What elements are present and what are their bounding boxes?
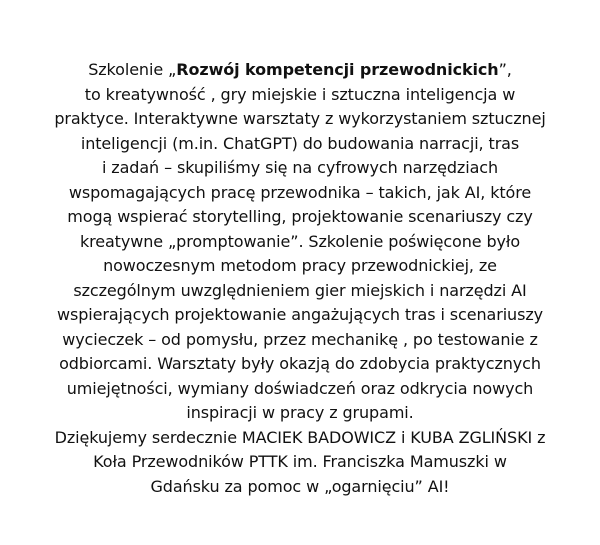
thanks-line: Koła Przewodników PTTK im. Franciszka Mamuszki w bbox=[93, 452, 507, 471]
announcement-text bbox=[40, 58, 560, 499]
thanks-line: Gdańsku za pomoc w „ogarnięciu” AI! bbox=[150, 476, 450, 496]
text-line: mogą wspierać storytelling, projektowanie scenariuszy czy bbox=[67, 207, 533, 226]
text-line: wspierających projektowanie angażujących tras i scenariuszy bbox=[57, 305, 543, 324]
thanks-line: Dziękujemy serdecznie MACIEK BADOWICZ i KUBA ZGLIŃSKI z bbox=[54, 427, 546, 447]
text-line: kreatywne „promptowanie”. Szkolenie poświęcone było bbox=[79, 231, 521, 251]
training-title: Rozwój kompetencji przewodnickich bbox=[176, 60, 499, 79]
text-line: szczególnym uwzględnieniem gier miejskich i narzędzi AI bbox=[73, 280, 527, 300]
title-line bbox=[40, 58, 560, 83]
text-line: nowoczesnym metodom pracy przewodnickiej, ze bbox=[103, 256, 497, 275]
text-line: wspomagających pracę przewodnika – takich, jak AI, które bbox=[68, 182, 532, 202]
text-line: inspiracji w pracy z grupami. bbox=[186, 403, 414, 422]
text-line: odbiorcami. Warsztaty były okazją do zdobycia praktycznych bbox=[59, 354, 541, 373]
text-line: wycieczek – od pomysłu, przez mechanikę , po testowanie z bbox=[62, 329, 538, 349]
text-line: inteligencji (m.in. ChatGPT) do budowania narracji, tras bbox=[80, 133, 520, 153]
intro-prefix: Szkolenie „ bbox=[88, 60, 177, 79]
intro-suffix: ”, bbox=[498, 60, 512, 79]
text-line: to kreatywność , gry miejskie i sztuczna inteligencja w bbox=[84, 84, 516, 104]
text-line: praktyce. Interaktywne warsztaty z wykorzystaniem sztucznej bbox=[54, 109, 546, 128]
text-line: i zadań – skupiliśmy się na cyfrowych narzędziach bbox=[101, 158, 499, 177]
text-line: umiejętności, wymiany doświadczeń oraz odkrycia nowych bbox=[66, 378, 534, 398]
